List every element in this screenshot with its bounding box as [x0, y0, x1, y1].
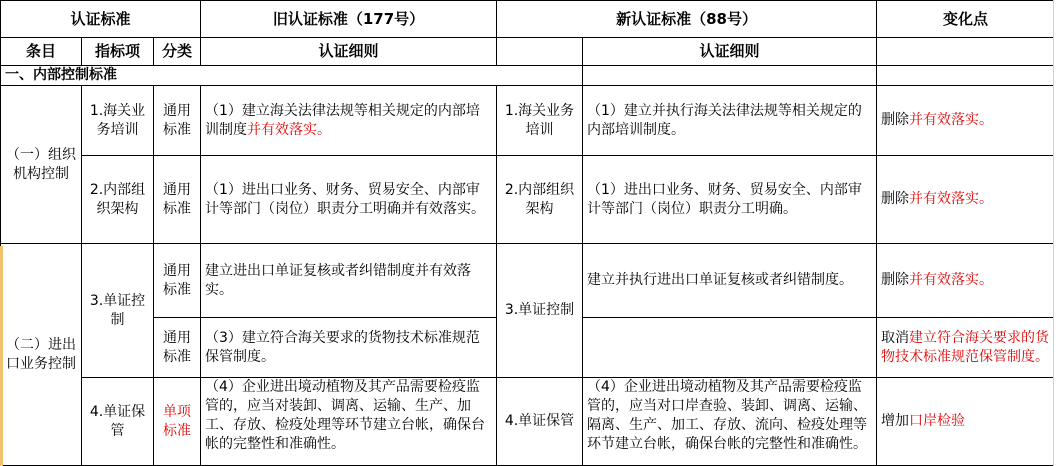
- new-detail-cell: （1）进出口业务、财务、贸易安全、内部审计等部门（岗位）职责分工明确。: [583, 156, 877, 244]
- header-blank: [497, 38, 583, 66]
- change-cell: [877, 318, 1055, 378]
- new-detail-cell: （1）建立并执行海关法律法规等相关规定的内部培训制度。: [583, 86, 877, 156]
- section-blank-3: [877, 66, 1055, 86]
- header-category: 分类: [154, 38, 201, 66]
- old-detail-text: （1）建立海关法律法规等相关规定的内部培训制度: [205, 102, 480, 138]
- category-cell: 通用标准: [154, 244, 201, 318]
- new-indicator-cell: 2.内部组织架构: [497, 156, 583, 244]
- change-highlight: 并有效落实。: [909, 112, 994, 128]
- header-indicator: 指标项: [82, 38, 154, 66]
- change-highlight: 并有效落实。: [909, 191, 994, 207]
- new-indicator-cell: 1.海关业务培训: [497, 86, 583, 156]
- category-cell: 通用标准: [154, 156, 201, 244]
- table-row: [1, 86, 1055, 156]
- header-detail-new: 认证细则: [583, 38, 877, 66]
- indicator-cell: 2.内部组织架构: [82, 156, 154, 244]
- old-detail-cell: 建立进出口单证复核或者纠错制度并有效落实。: [201, 244, 497, 318]
- category-cell: 通用标准: [154, 318, 201, 378]
- section-blank: [497, 66, 583, 86]
- category-cell: 通用标准: [154, 86, 201, 156]
- group-cell-2: （二）进出口业务控制: [1, 244, 82, 466]
- section-blank-2: [583, 66, 877, 86]
- header-cert-standard: 认证标准: [1, 1, 201, 38]
- old-detail-cell: （1）进出口业务、财务、贸易安全、内部审计等部门（岗位）职责分工明确并有效落实。: [201, 156, 497, 244]
- change-cell: [877, 156, 1055, 244]
- change-text: 删除: [881, 191, 910, 207]
- section-title: 一、内部控制标准: [1, 66, 497, 86]
- table-row: [1, 378, 1055, 466]
- change-highlight: 并有效落实。: [909, 272, 994, 288]
- category-cell: 单项标准: [154, 378, 201, 466]
- header-clause: 条目: [1, 38, 82, 66]
- old-detail-cell: （4）企业进出境动植物及其产品需要检疫监管的，应当对装卸、调离、运输、生产、加工、存放、检疫处理等环节建立台帐，确保台帐的完整性和准确性。: [201, 378, 497, 466]
- indicator-cell: 3.单证控制: [82, 244, 154, 378]
- table-row: [1, 244, 1055, 318]
- row-selection-marker: [0, 246, 3, 466]
- change-highlight: 建立符合海关要求的货物技术标准规范保管制度。: [881, 329, 1050, 365]
- change-text: 删除: [881, 112, 910, 128]
- change-cell: [877, 86, 1055, 156]
- change-cell: [877, 244, 1055, 318]
- header-row-1: [1, 1, 1055, 38]
- group-cell-1: （一）组织机构控制: [1, 86, 82, 244]
- header-change-point: 变化点: [877, 1, 1055, 38]
- indicator-cell: 4.单证保管: [82, 378, 154, 466]
- new-indicator-cell: 3.单证控制: [497, 244, 583, 378]
- change-cell: [877, 378, 1055, 466]
- header-old-standard: 旧认证标准（177号）: [201, 1, 497, 38]
- new-detail-cell: 建立并执行进出口单证复核或者纠错制度。: [583, 244, 877, 318]
- indicator-cell: 1.海关业务培训: [82, 86, 154, 156]
- new-detail-cell-empty: [583, 318, 877, 378]
- change-highlight: 口岸检验: [909, 413, 966, 429]
- old-detail-cell: [201, 86, 497, 156]
- header-row-2: [1, 38, 1055, 66]
- header-new-standard: 新认证标准（88号）: [497, 1, 877, 38]
- change-text: 增加: [881, 413, 910, 429]
- old-detail-highlight: 并有效落实。: [247, 121, 332, 138]
- header-blank-2: [877, 38, 1055, 66]
- new-detail-cell: （4）企业进出境动植物及其产品需要检疫监管的，应当对口岸查验、装卸、调离、运输、隔离、生产、加工、存放、流向、检疫处理等环节建立台帐，确保台帐的完整性和准确性。: [583, 378, 877, 466]
- new-indicator-cell: 4.单证保管: [497, 378, 583, 466]
- change-text: 取消: [881, 329, 910, 346]
- table-row: [1, 156, 1055, 244]
- section-row: [1, 66, 1055, 86]
- column-gridline: [1053, 0, 1060, 466]
- old-detail-cell: （3）建立符合海关要求的货物技术标准规范保管制度。: [201, 318, 497, 378]
- change-text: 删除: [881, 272, 910, 288]
- header-detail-old: 认证细则: [201, 38, 497, 66]
